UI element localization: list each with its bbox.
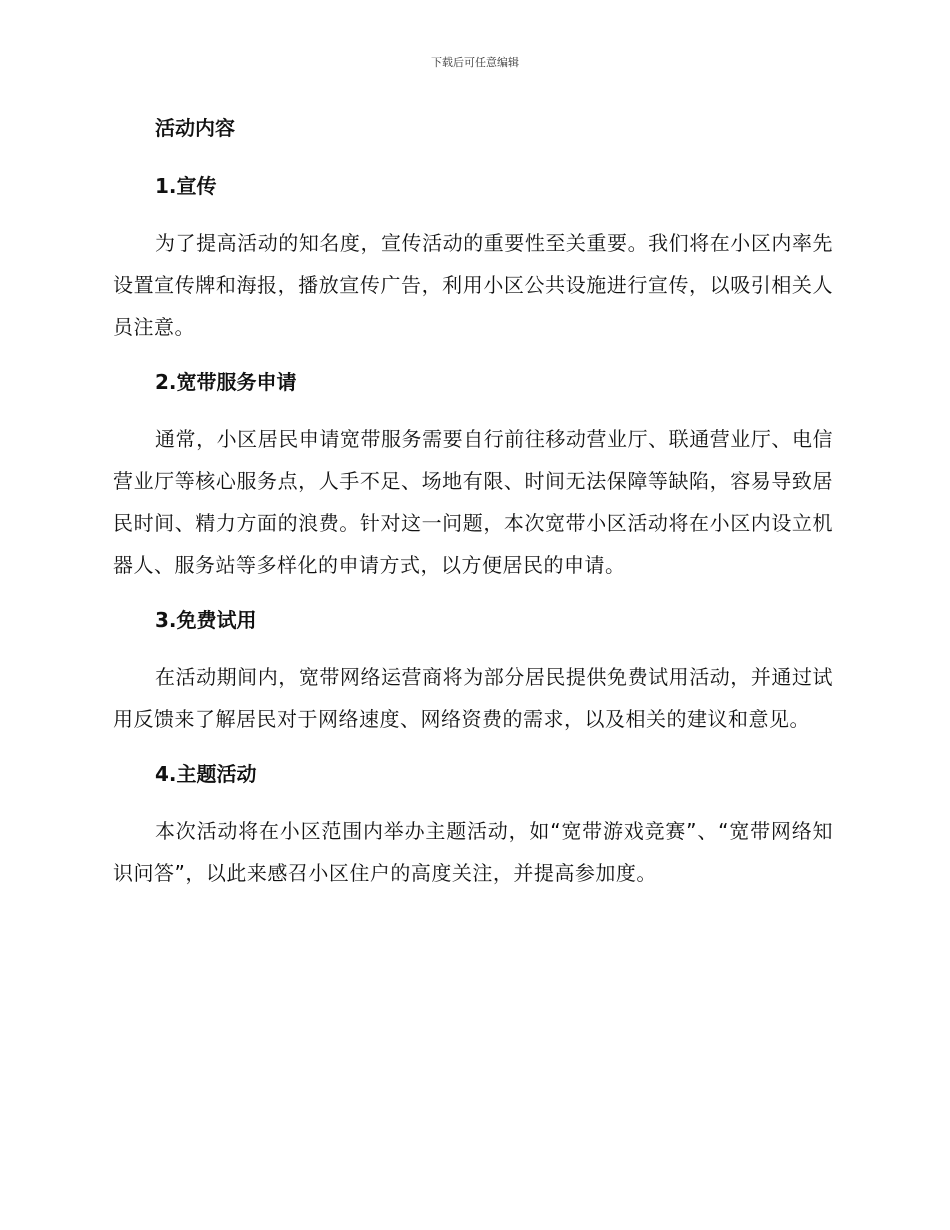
section-body-3: 在活动期间内，宽带网络运营商将为部分居民提供免费试用活动，并通过试用反馈来了解居民对于网络速度、网络资费的需求，以及相关的建议和意见。 <box>113 665 833 731</box>
section-body-2: 通常，小区居民申请宽带服务需要自行前往移动营业厅、联通营业厅、电信营业厅等核心服务点，人手不足、场地有限、时间无法保障等缺陷，容易导致居民时间、精力方面的浪费。针对这一问题，本次宽带小区活动将在小区内设立机器人、服务站等多样化的申请方式，以方便居民的申请。 <box>113 427 833 577</box>
section-heading-3: 3.免费试用 <box>155 608 257 632</box>
section-body-1: 为了提高活动的知名度，宣传活动的重要性至关重要。我们将在小区内率先设置宣传牌和海报，播放宣传广告，利用小区公共设施进行宣传，以吸引相关人员注意。 <box>113 231 833 339</box>
document-body <box>113 108 833 908</box>
section-title: 活动内容 <box>155 116 235 140</box>
section-body-4: 本次活动将在小区范围内举办主题活动，如“宽带游戏竞赛”、“宽带网络知识问答”，以此来感召小区住户的高度关注，并提高参加度。 <box>113 819 833 885</box>
section-heading-1: 1.宣传 <box>155 174 217 198</box>
page-header: 下载后可任意编辑 <box>431 56 519 69</box>
section-heading-4: 4.主题活动 <box>155 762 257 786</box>
section-heading-2: 2.宽带服务申请 <box>155 370 297 394</box>
